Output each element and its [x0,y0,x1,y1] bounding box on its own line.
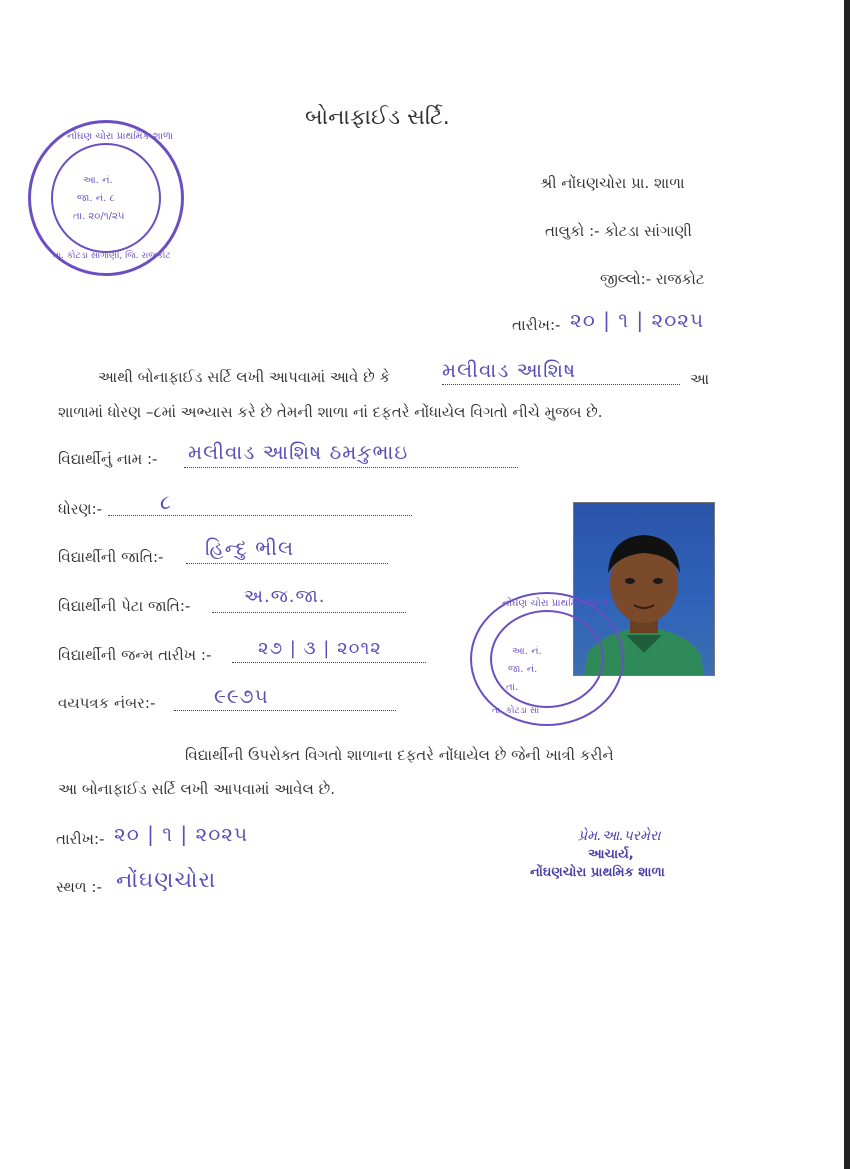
page-edge [844,0,850,1169]
principal-signature: પ્રેમ.આ.પરમેરા [578,828,661,844]
stamp-ring-text: નોંઘણ ચોરા પ્રાથમિક શાળા [67,131,174,142]
std-label: ધોરણ:- [58,500,103,518]
header-date-label: તારીખ:- [512,316,561,334]
student-name-label: વિદ્યાર્થીનું નામ :- [58,450,158,468]
stamp-photo-line-2: જા. નં. [508,664,538,675]
subcaste-label: વિદ્યાર્થીની પેટા જાતિ:- [58,597,191,615]
para1-prefix: આથી બોનાફાઈડ સર્ટિ લખી આપવામાં આવે છે કે [98,368,391,386]
stamp-photo-bottom-text: તા. કોટડા સાં [492,706,540,716]
gr-number-label: વયપત્રક નંબર:- [58,694,156,712]
header-date-value: ૨૦ | ૧ | ૨૦૨૫ [570,308,705,332]
para1-suffix: આ [690,370,710,388]
para1-line2: શાળામાં ધોરણ –૮માં અભ્યાસ કરે છે તેમની શાળા નાં દફતરે નોંધાયેલ વિગતો નીચે મુજબ છે. [58,403,603,421]
principal-designation: આચાર્ય, [588,847,634,862]
stamp-photo-ring-text: નોંઘણ ચોરા પ્રાથમિક શાળા [502,598,609,609]
gr-number-value: ૯૯૭૫ [214,684,269,708]
footer-date-label: તારીખ:- [56,830,105,848]
para2-line2: આ બોનાફાઈડ સર્ટિ લખી આપવામાં આવેલ છે. [58,780,335,798]
gr-number-dots [174,709,396,711]
std-dots [108,514,412,516]
subcaste-value: અ.જ.જા. [244,586,326,607]
school-stamp-top [28,120,184,276]
caste-dots [186,562,388,564]
footer-date-value: ૨૦ | ૧ | ૨૦૨૫ [114,822,249,846]
caste-value: હિન્દુ ભીલ [205,536,295,560]
caste-label: વિદ્યાર્થીની જાતિ:- [58,548,164,566]
district: જીલ્લો:- રાજકોટ [600,270,705,288]
stamp-line-2: જા. નં. ૮ [77,193,116,204]
student-name-value: મલીવાડ આશિષ ઠમકુભાઇ [188,440,409,464]
stamp-photo-line-3: તા. [506,682,519,693]
para1-student-name: મલીવાડ આશિષ [442,358,577,382]
dob-value: ૨૭ | ૩ | ૨૦૧૨ [258,638,382,659]
place-value: નોંઘણચોરા [116,868,217,893]
document-title: બોનાફાઈડ સર્ટિ. [305,105,450,130]
para2-line1: વિદ્યાર્થીની ઉપરોક્ત વિગતો શાળાના દફતરે નોંધાયેલ છે જેની ખાત્રી કરીને [185,746,614,764]
dob-dots [232,661,426,663]
stamp-line-1: આ. નં. [83,175,113,186]
stamp-photo-inner-ring [490,610,604,708]
para1-name-dots [442,383,680,385]
school-stamp-photo [470,592,624,726]
taluka: તાલુકો :- કોટડા સાંગાણી [545,222,692,240]
school-name-stamp: નોંઘણચોરા પ્રાથમિક શાળા [530,865,665,880]
stamp-line-3: તા. ૨૦/૧/૨૫ [73,211,125,222]
stamp-bottom-text: તા. કોટડા સાંગાણી, જિ. રાજકોટ [53,251,171,261]
dob-label: વિદ્યાર્થીની જન્મ તારીખ :- [58,646,212,664]
student-name-dots [184,466,518,468]
school-name: શ્રી નોંઘણચોરા પ્રા. શાળા [540,174,685,192]
std-value: ૮ [160,490,172,514]
place-label: સ્થળ :- [56,878,102,896]
stamp-photo-line-1: આ. નં. [512,646,542,657]
subcaste-dots [212,611,406,613]
